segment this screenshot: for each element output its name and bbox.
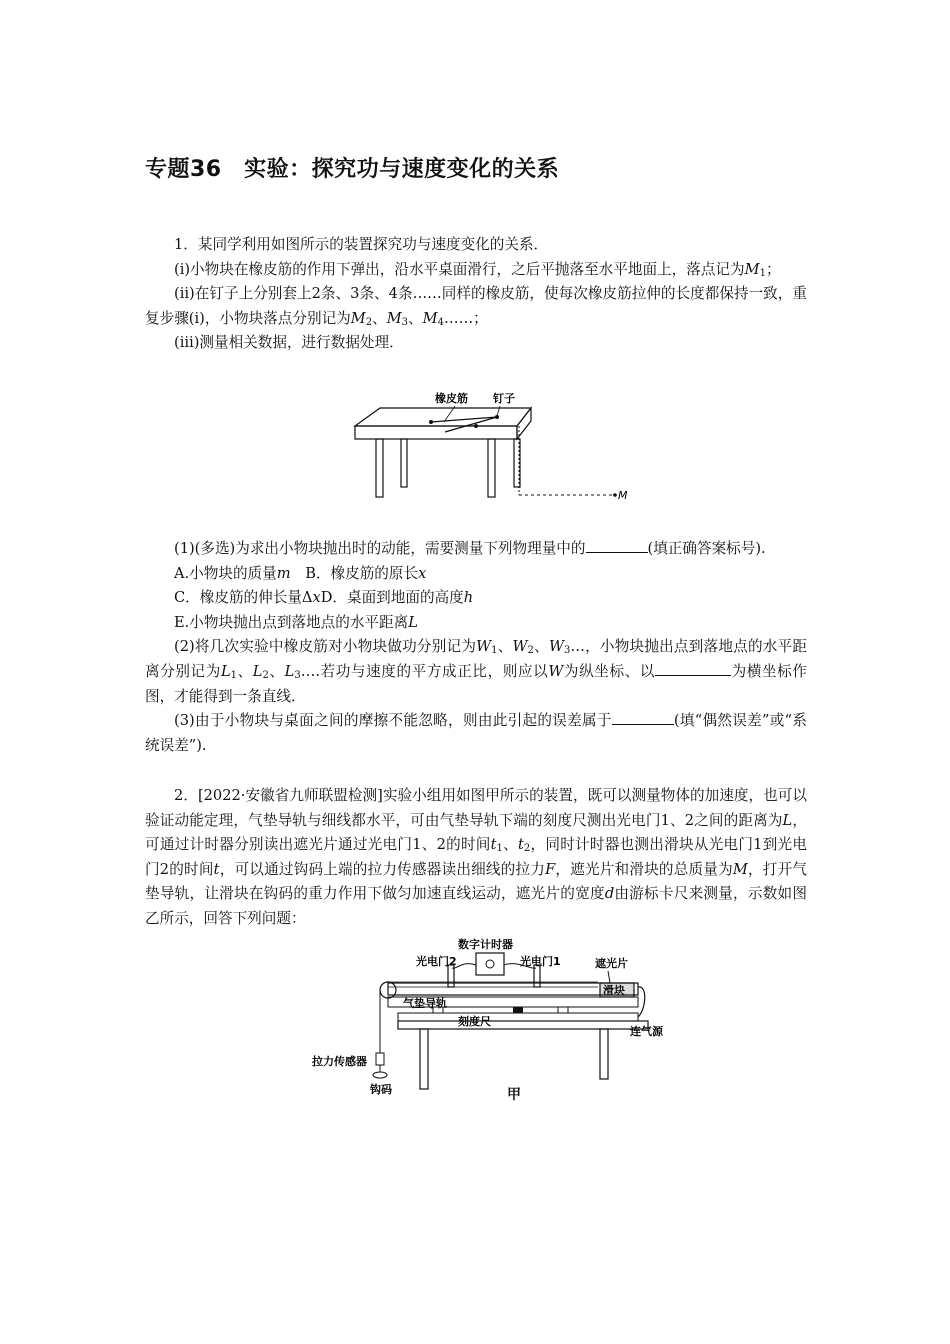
landing-point xyxy=(613,493,617,497)
answer-blank[interactable] xyxy=(586,538,648,553)
fig-label-sensor: 拉力传感器 xyxy=(312,1055,367,1068)
fig-label-slider: 滑块 xyxy=(603,984,625,997)
question-1-parts xyxy=(145,537,807,758)
q1-step3: (ⅲ)测量相关数据，进行数据处理． xyxy=(174,334,404,352)
q2-paragraph: 2．[2022·安徽省九师联盟检测]实验小组用如图甲所示的装置，既可以测量物体的加速度，也可以验证动能定理，气垫导轨与细线都水平，可由气垫导轨下端的刻度尺测出光电门1、2之间的距离为L，可通过计时器分别读出遮光片通过光电门1、2的时间$t_1$、$t_2$，同时计时器也测出滑块从光电门1到光电门2的时间t，可以通过钩码上端的拉力传感器读出细线的拉力F，遮光片和滑块的总质量为M，打开气垫导轨，让滑块在钩码的重力作用下做匀加速直线运动，遮光片的宽度d由游标卡尺来测量，示数如图乙所示，回答下列问题： xyxy=(145,787,807,927)
q1-option-e: E.小物块抛出点到落地点的水平距离L xyxy=(174,613,418,631)
fig-label-scale: 刻度尺 xyxy=(458,1015,491,1028)
fig-label-m: M xyxy=(618,489,628,502)
fig-label-nail: 钉子 xyxy=(493,392,515,405)
bench-leg xyxy=(600,1029,608,1079)
table-figure xyxy=(345,385,635,505)
table-leg xyxy=(488,439,495,497)
q1-step1: (ⅰ)小物块在橡皮筋的作用下弹出，沿水平桌面滑行，之后平抛落至水平地面上，落点记为$M_1$； xyxy=(174,260,781,279)
figure-caption: 甲 xyxy=(507,1087,521,1103)
rubber-band xyxy=(431,417,497,432)
fig-label-timer: 数字计时器 xyxy=(458,938,513,951)
q1-options-ab: A.小物块的质量m B．橡皮筋的原长x xyxy=(174,564,427,582)
fig-label-track: 气垫导轨 xyxy=(403,997,447,1010)
fig-label-weight: 钩码 xyxy=(370,1083,392,1096)
bench-leg xyxy=(420,1029,428,1089)
air-track-figure xyxy=(308,935,688,1100)
digital-timer xyxy=(476,953,504,975)
q1-part1: (1)(多选)为求出小物块抛出时的动能，需要测量下列物理量中的 (填正确答案标号). xyxy=(174,540,766,557)
table-leg xyxy=(376,439,383,497)
q1-step2: (ⅱ)在钉子上分别套上2条、3条、4条……同样的橡皮筋，使每次橡皮筋拉伸的长度都保持一致，重复步骤(ⅰ)，小物块落点分别记为$M_2$、$M_3$、$M_4\dots\dots$； xyxy=(145,285,807,328)
q1-options-cd: C．橡皮筋的伸长量ΔxD．桌面到地面的高度h xyxy=(174,589,474,607)
q1-part3: (3)由于小物块与桌面之间的摩擦不能忽略，则由此引起的误差属于 (填“偶然误差”或“系统误差”). xyxy=(145,712,807,754)
answer-blank[interactable] xyxy=(655,661,731,676)
q1-part2: (2)将几次实验中橡皮筋对小物块做功分别记为$W_1$、$W_2$、$W_3\dots$，小物块抛出点到落地点的水平距离分别记为$L_1$、$L_2$、$L_3\dots$.若功与速度的平方成正比，则应以W为纵坐标、以 为横坐标作图，才能得到一条直线． xyxy=(145,638,807,705)
table-leg xyxy=(401,439,407,487)
page-title: 专题36 实验：探究功与速度变化的关系 xyxy=(145,157,560,182)
bench-top xyxy=(398,1021,648,1029)
fig-label-gate1: 光电门1 xyxy=(520,955,561,968)
force-sensor xyxy=(376,1053,384,1065)
scale-ruler xyxy=(398,1013,638,1021)
question-1-text xyxy=(145,233,807,356)
q1-intro: 1．某同学利用如图所示的装置探究功与速度变化的关系． xyxy=(174,236,549,253)
fig-label-air: 连气源 xyxy=(630,1025,663,1038)
fig-label-shade: 遮光片 xyxy=(595,957,628,970)
answer-blank[interactable] xyxy=(612,710,674,725)
fig-label-gate2: 光电门2 xyxy=(416,955,457,968)
hook-weight xyxy=(373,1072,387,1078)
air-hose xyxy=(638,987,645,1017)
fig-label-rubber-band: 橡皮筋 xyxy=(435,392,468,405)
question-2-text xyxy=(145,784,807,932)
table-top xyxy=(355,408,531,426)
